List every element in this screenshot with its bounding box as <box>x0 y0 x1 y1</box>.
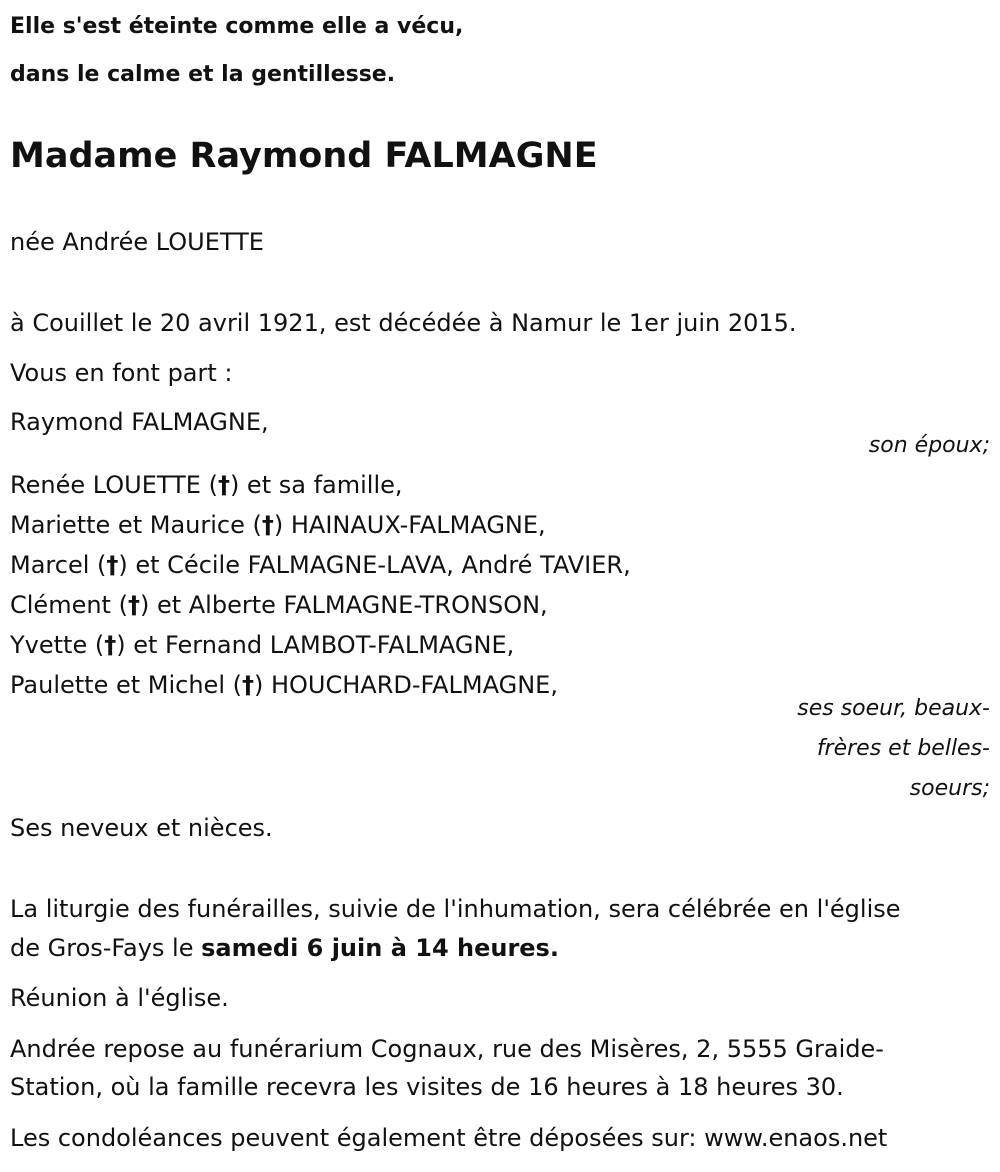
funerarium-line-1: Andrée repose au funérarium Cognaux, rue des Misères, 2, 5555 Graide- <box>10 1035 884 1063</box>
family-line: Paulette et Michel (†) HOUCHARD-FALMAGNE, <box>10 671 558 699</box>
funerarium-line-2: Station, où la famille recevra les visites de 16 heures à 18 heures 30. <box>10 1073 844 1101</box>
deceased-name: Madame Raymond FALMAGNE <box>10 136 598 176</box>
family-line: Mariette et Maurice (†) HAINAUX-FALMAGNE, <box>10 511 546 539</box>
family-line: Yvette (†) et Fernand LAMBOT-FALMAGNE, <box>10 631 515 659</box>
spouse-name: Raymond FALMAGNE, <box>10 408 269 436</box>
maiden-name: née Andrée LOUETTE <box>10 228 264 256</box>
liturgy-line-2: de Gros-Fays le samedi 6 juin à 14 heures. <box>10 934 559 962</box>
quote-line-1: Elle s'est éteinte comme elle a vécu, <box>10 14 464 39</box>
family-line: Clément (†) et Alberte FALMAGNE-TRONSON, <box>10 591 548 619</box>
siblings-relation-line-3: soeurs; <box>909 776 990 801</box>
cross-icon: † <box>217 471 230 499</box>
condolences-text: Les condoléances peuvent également être déposées sur: www.enaos.net <box>10 1124 888 1152</box>
spouse-relation: son époux; <box>868 433 990 458</box>
siblings-relation-line-2: frères et belles- <box>816 736 990 761</box>
family-line: Marcel (†) et Cécile FALMAGNE-LAVA, André TAVIER, <box>10 551 631 579</box>
liturgy-line-1: La liturgie des funérailles, suivie de l'inhumation, sera célébrée en l'église <box>10 895 901 923</box>
family-line: Renée LOUETTE (†) et sa famille, <box>10 471 403 499</box>
siblings-relation-line-1: ses soeur, beaux- <box>797 696 990 721</box>
cross-icon: † <box>241 671 254 699</box>
cross-icon: † <box>106 551 119 579</box>
funeral-date: samedi 6 juin à 14 heures. <box>201 934 559 962</box>
cross-icon: † <box>104 631 117 659</box>
cross-icon: † <box>127 591 140 619</box>
announcement-intro: Vous en font part : <box>10 359 233 387</box>
quote-line-2: dans le calme et la gentillesse. <box>10 62 396 87</box>
birth-death-text: à Couillet le 20 avril 1921, est décédée à Namur le 1er juin 2015. <box>10 309 797 337</box>
nephews-text: Ses neveux et nièces. <box>10 814 273 842</box>
reunion-text: Réunion à l'église. <box>10 984 229 1012</box>
cross-icon: † <box>261 511 274 539</box>
